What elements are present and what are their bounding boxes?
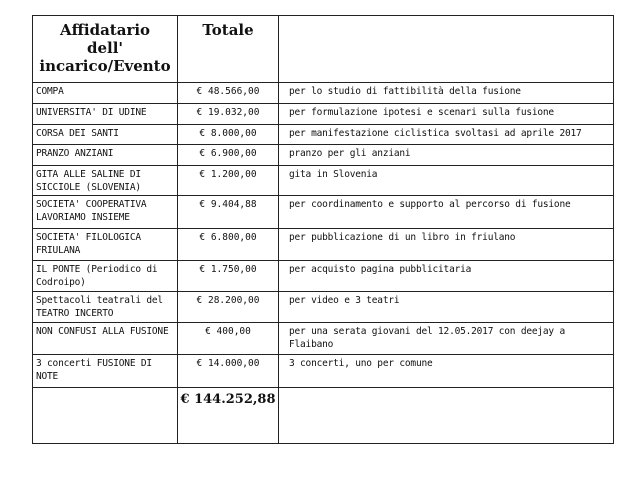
row-name: 3 concerti FUSIONE DI NOTE	[33, 355, 178, 388]
row-amount: € 48.566,00	[178, 83, 279, 104]
grand-total: € 144.252,88	[178, 388, 279, 444]
table-row	[33, 323, 614, 355]
row-amount: € 6.800,00	[178, 229, 279, 261]
row-amount: € 28.200,00	[178, 292, 279, 323]
row-name: IL PONTE (Periodico di Codroipo)	[33, 261, 178, 292]
row-description: gita in Slovenia	[279, 166, 614, 196]
row-amount: € 6.900,00	[178, 145, 279, 166]
table-row	[33, 166, 614, 196]
expense-table	[32, 15, 614, 444]
table-row	[33, 355, 614, 388]
table-row	[33, 125, 614, 145]
row-description: per manifestazione ciclistica svoltasi ad aprile 2017	[279, 125, 614, 145]
table-row	[33, 229, 614, 261]
row-name: UNIVERSITA' DI UDINE	[33, 104, 178, 125]
row-description: per lo studio di fattibilità della fusione	[279, 83, 614, 104]
row-name: CORSA DEI SANTI	[33, 125, 178, 145]
row-description: pranzo per gli anziani	[279, 145, 614, 166]
total-empty-cell	[33, 388, 178, 444]
total-empty-cell	[279, 388, 614, 444]
header-affidatario	[33, 16, 178, 83]
total-row	[33, 388, 614, 444]
row-name: SOCIETA' FILOLOGICA FRIULANA	[33, 229, 178, 261]
row-amount: € 8.000,00	[178, 125, 279, 145]
row-name: COMPA	[33, 83, 178, 104]
row-amount: € 1.750,00	[178, 261, 279, 292]
row-amount: € 400,00	[178, 323, 279, 355]
header-totale: Totale	[178, 16, 279, 83]
row-amount: € 19.032,00	[178, 104, 279, 125]
table-row	[33, 104, 614, 125]
row-description: per una serata giovani del 12.05.2017 con deejay a Flaibano	[279, 323, 614, 355]
row-description: per pubblicazione di un libro in friulano	[279, 229, 614, 261]
table-row	[33, 196, 614, 229]
row-amount: € 9.404,88	[178, 196, 279, 229]
row-description: per coordinamento e supporto al percorso di fusione	[279, 196, 614, 229]
row-amount: € 1.200,00	[178, 166, 279, 196]
header-description	[279, 16, 614, 83]
row-description: 3 concerti, uno per comune	[279, 355, 614, 388]
row-name: NON CONFUSI ALLA FUSIONE	[33, 323, 178, 355]
row-name: Spettacoli teatrali del TEATRO INCERTO	[33, 292, 178, 323]
table-row	[33, 145, 614, 166]
row-description: per video e 3 teatri	[279, 292, 614, 323]
row-description: per acquisto pagina pubblicitaria	[279, 261, 614, 292]
header-affidatario-line-2: dell'	[86, 39, 124, 57]
row-amount: € 14.000,00	[178, 355, 279, 388]
row-name: GITA ALLE SALINE DI SICCIOLE (SLOVENIA)	[33, 166, 178, 196]
table-row	[33, 292, 614, 323]
table-row	[33, 83, 614, 104]
row-name: PRANZO ANZIANI	[33, 145, 178, 166]
header-affidatario-line-3: incarico/Evento	[39, 57, 171, 75]
header-affidatario-line-1: Affidatario	[59, 21, 151, 39]
header-row	[33, 16, 614, 83]
row-description: per formulazione ipotesi e scenari sulla fusione	[279, 104, 614, 125]
row-name: SOCIETA' COOPERATIVA LAVORIAMO INSIEME	[33, 196, 178, 229]
table-row	[33, 261, 614, 292]
